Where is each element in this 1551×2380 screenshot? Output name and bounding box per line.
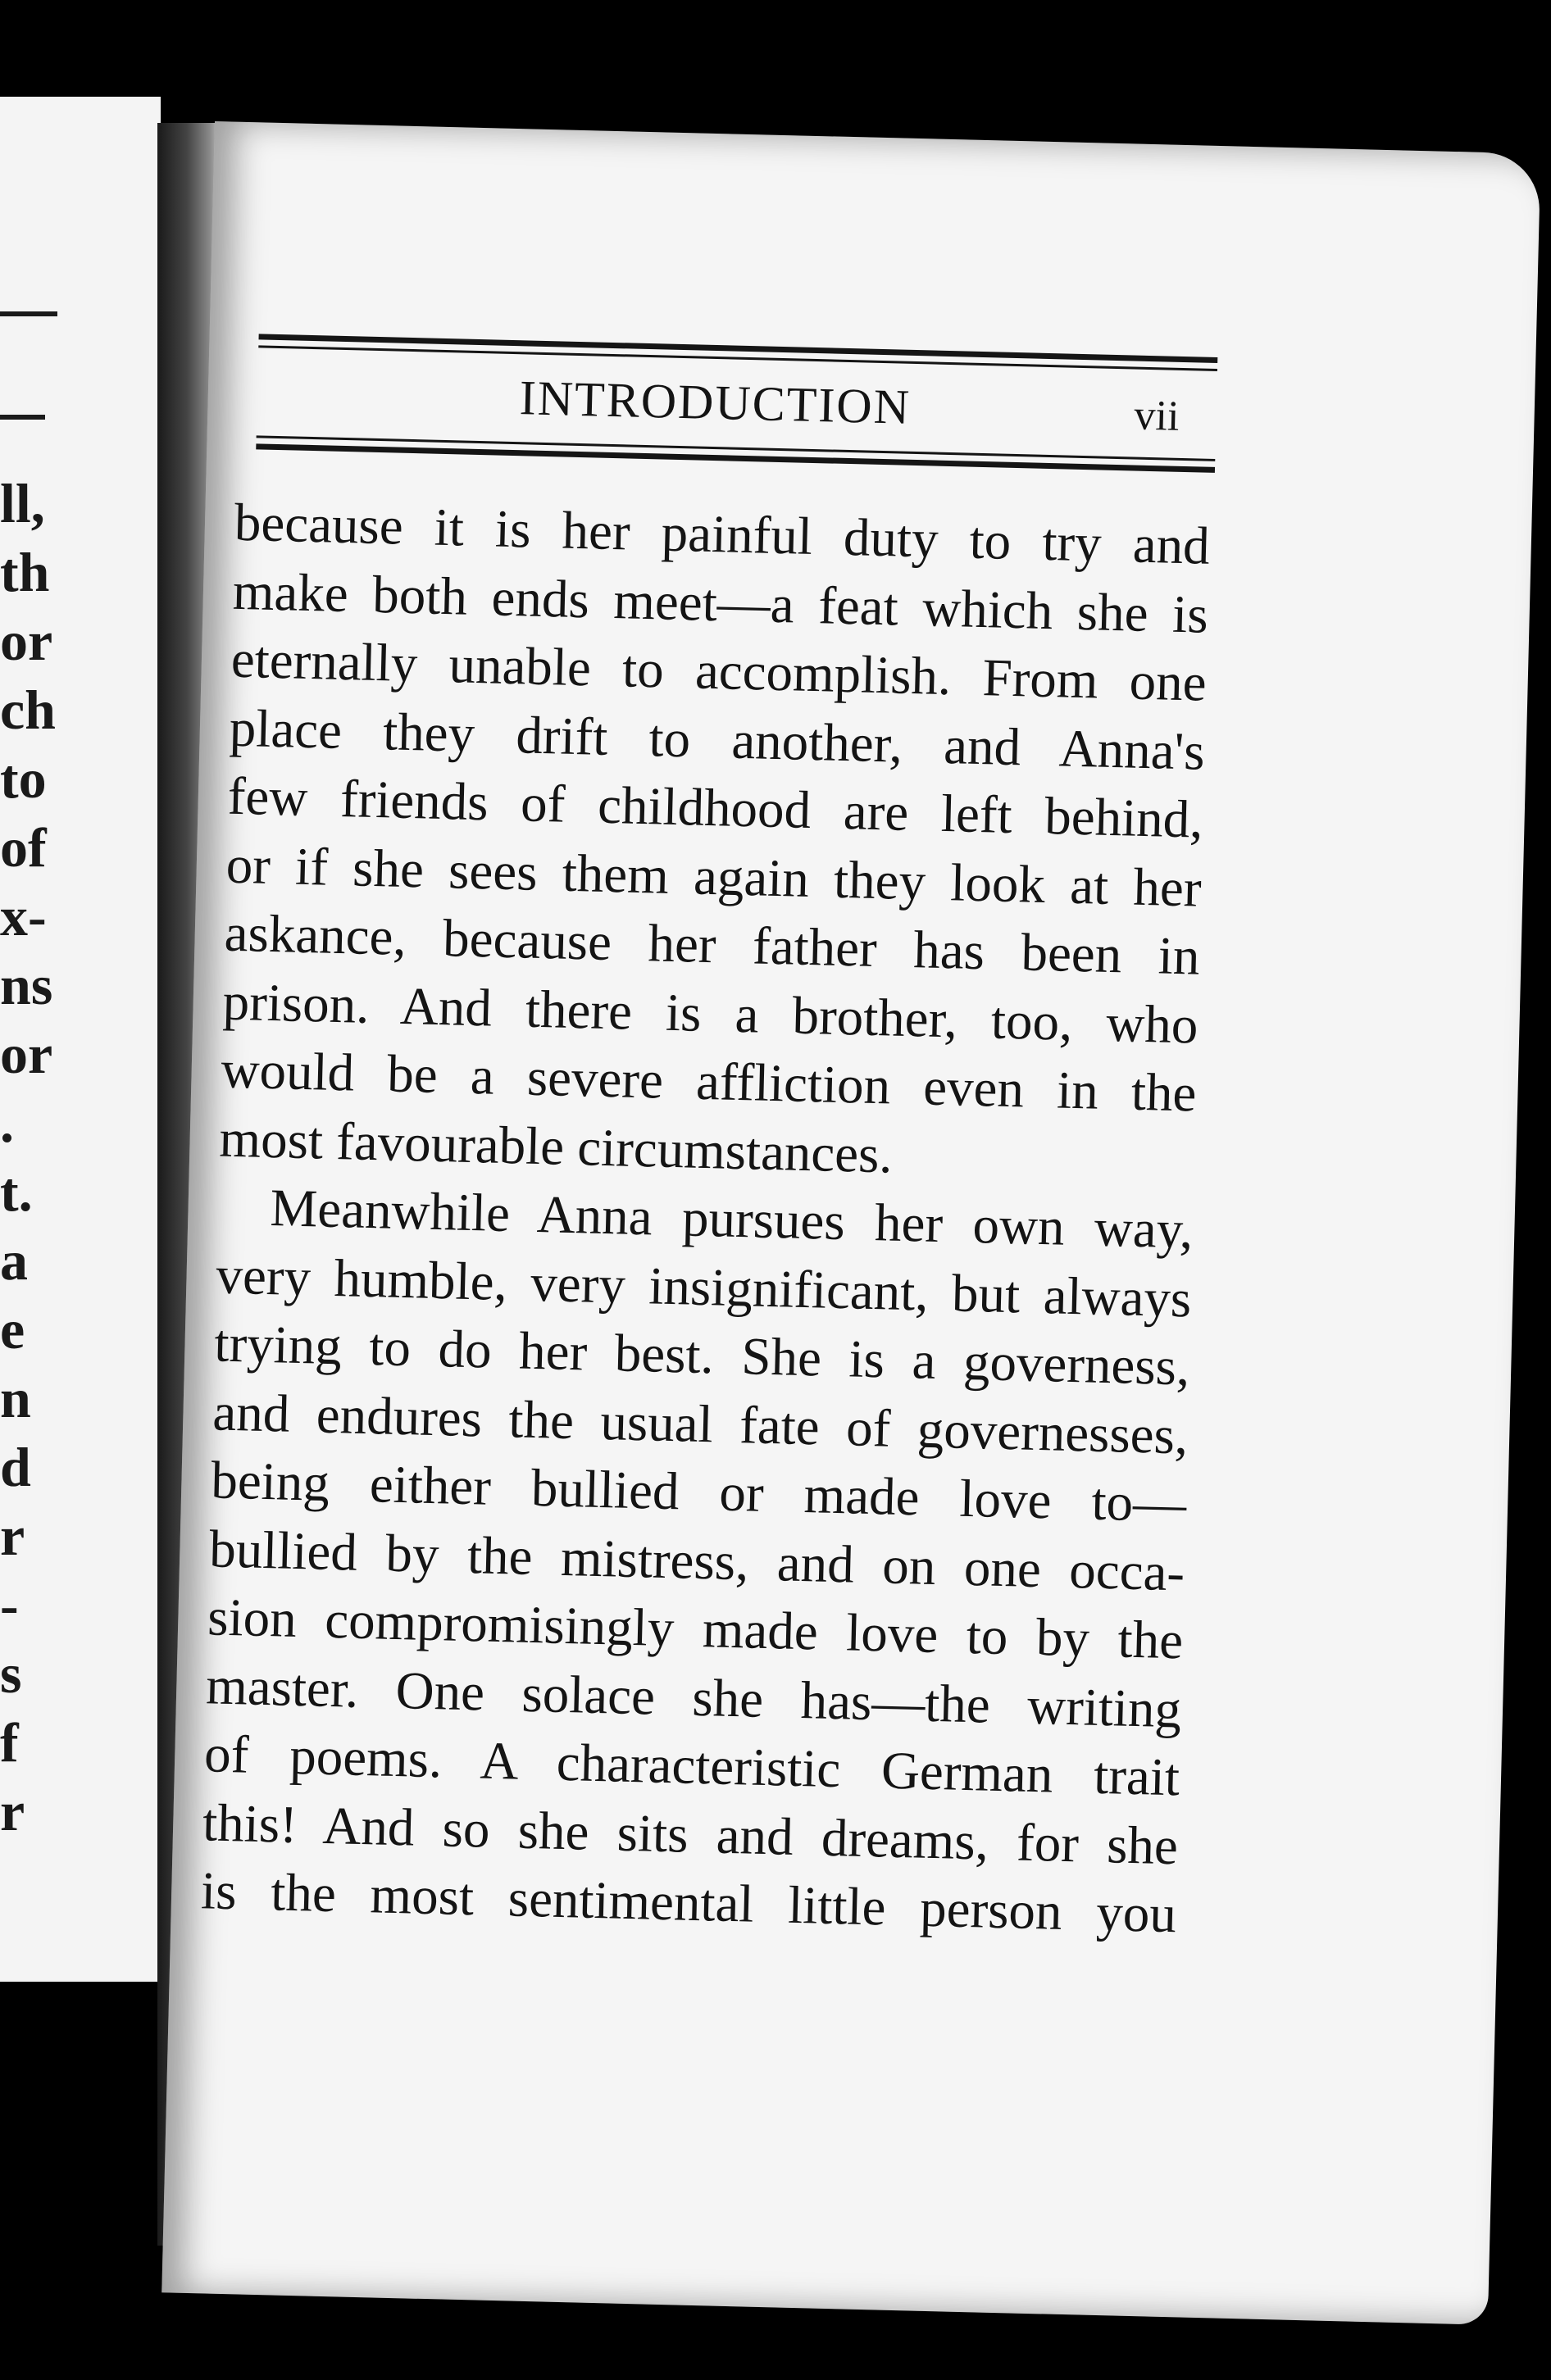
left-facing-page (0, 97, 161, 1982)
left-page-fragment: f (0, 1711, 19, 1774)
text-line: very humble, very insignificant, but always (215, 1245, 1193, 1329)
text-line: bullied by the mistress, and on one occa- (208, 1519, 1185, 1602)
left-page-fragment: a (0, 1229, 28, 1292)
left-page-fragment: r (0, 1780, 25, 1842)
running-head-title: INTRODUCTION (519, 370, 912, 434)
paragraph (200, 1173, 1194, 1949)
left-page-fragment: th (0, 541, 50, 603)
left-page-rule-top (0, 311, 57, 316)
left-page-fragment: s (0, 1642, 22, 1705)
text-line: few friends of childhood are left behind, (227, 766, 1204, 850)
left-page-fragment: r (0, 1505, 25, 1567)
text-line: this! And so she sits and dreams, for she (202, 1792, 1179, 1876)
text-line: of poems. A characteristic German trait (203, 1724, 1180, 1808)
page-number: vii (1133, 392, 1180, 440)
text-line: make both ends meet—a feat which she is (232, 561, 1209, 645)
body-text (200, 489, 1210, 1950)
left-page-fragment: t. (0, 1160, 33, 1223)
left-page-fragment: or (0, 1023, 53, 1085)
left-page-fragment: of (0, 816, 47, 879)
left-page-fragment: . (0, 1092, 14, 1154)
text-line: place they drift to another, and Anna's (229, 698, 1206, 782)
text-line: master. One solace she has—the writing (205, 1656, 1182, 1739)
text-line: askance, because her father has been in (223, 903, 1201, 987)
book-page (161, 121, 1540, 2325)
text-line: eternally unable to accomplish. From one (230, 629, 1208, 713)
text-line: most favourable circumstances. (218, 1109, 894, 1185)
text-line: prison. And there is a brother, too, who (221, 972, 1199, 1056)
text-line: would be a severe affliction even in the (220, 1040, 1198, 1124)
left-page-fragment: or (0, 610, 53, 672)
left-page-fragment: ll, (0, 472, 45, 534)
text-line: because it is her painful duty to try and (234, 493, 1211, 576)
left-page-fragment: ch (0, 679, 56, 741)
text-line: trying to do her best. She is a governess, (213, 1314, 1191, 1397)
left-page-fragment: to (0, 747, 47, 810)
left-page-rule-bottom (0, 415, 45, 420)
text-line: and endures the usual fate of governesses, (212, 1382, 1189, 1465)
left-page-fragment: e (0, 1298, 25, 1360)
paragraph (219, 489, 1211, 1197)
text-line: sion compromisingly made love to by the (207, 1587, 1184, 1671)
text-line: being either bullied or made love to— (210, 1451, 1188, 1534)
left-page-fragment: - (0, 1574, 19, 1636)
text-line: is the most sentimental little person you (200, 1861, 1177, 1945)
left-page-fragment: x- (0, 885, 47, 947)
text-line: or if she sees them again they look at her (225, 835, 1203, 919)
left-page-fragment: n (0, 1367, 31, 1429)
left-page-fragment: ns (0, 954, 53, 1016)
text-line: Meanwhile Anna pursues her own way, (269, 1179, 1194, 1260)
left-page-fragment: d (0, 1436, 31, 1498)
